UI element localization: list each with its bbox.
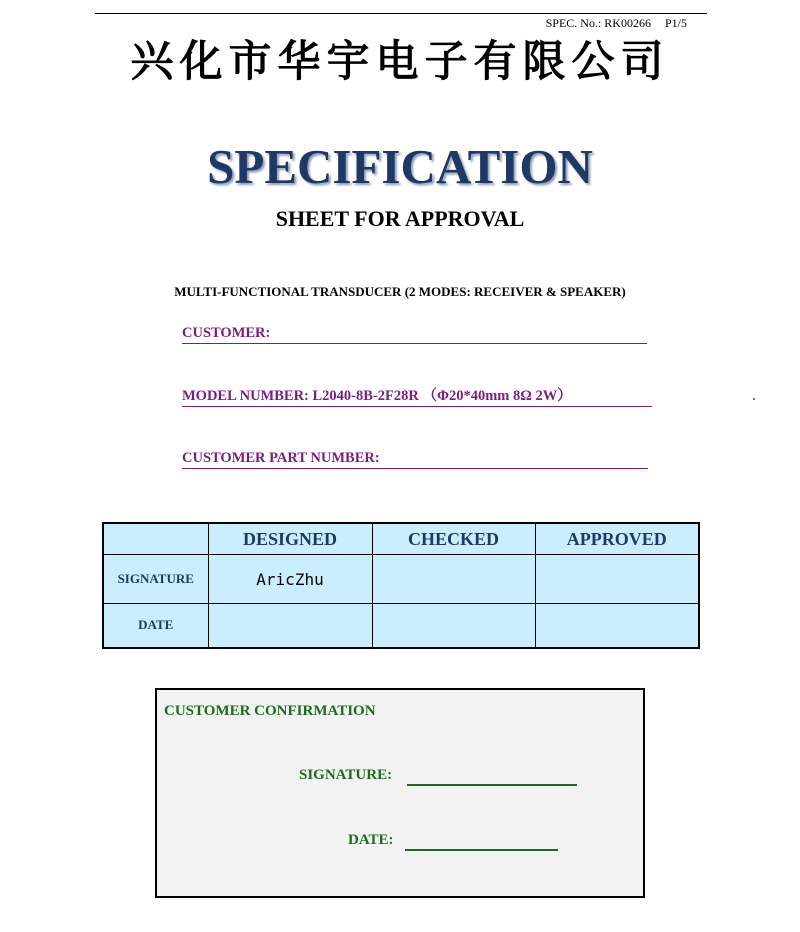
customer-confirmation-box: [155, 688, 645, 898]
page-number: P1/5: [664, 16, 687, 30]
spec-number: SPEC. No.: RK00266: [545, 16, 651, 30]
top-rule: [95, 13, 707, 14]
customer-confirmation-title: CUSTOMER CONFIRMATION: [164, 703, 376, 719]
table-header-blank: [103, 523, 208, 555]
table-row: [103, 604, 699, 648]
company-name: 兴化市华宇电子有限公司: [130, 37, 670, 87]
checked-date-cell[interactable]: [372, 604, 535, 648]
table-header-designed: DESIGNED: [208, 523, 372, 555]
row-label-signature: SIGNATURE: [103, 555, 208, 604]
product-description: MULTI-FUNCTIONAL TRANSDUCER (2 MODES: RECEIVER & SPEAKER): [174, 284, 626, 299]
spec-number-header: [546, 16, 687, 31]
designed-signature-cell[interactable]: AricZhu: [208, 555, 372, 604]
table-header-approved: APPROVED: [535, 523, 699, 555]
specification-title: SPECIFICATION: [207, 139, 593, 194]
approved-signature-cell[interactable]: [535, 555, 699, 604]
stray-dot: [753, 398, 755, 400]
sheet-for-approval-title: SHEET FOR APPROVAL: [275, 206, 525, 231]
table-header-row: [103, 523, 699, 555]
confirmation-date-label: DATE:: [348, 832, 394, 848]
row-label-date: DATE: [103, 604, 208, 648]
confirmation-date-line[interactable]: [405, 849, 558, 851]
checked-signature-cell[interactable]: [372, 555, 535, 604]
confirmation-signature-line[interactable]: [407, 784, 577, 786]
table-header-checked: CHECKED: [372, 523, 535, 555]
approved-date-cell[interactable]: [535, 604, 699, 648]
customer-part-number-field[interactable]: CUSTOMER PART NUMBER:: [182, 449, 648, 469]
model-number-field: MODEL NUMBER: L2040-8B-2F28R （Φ20*40mm 8Ω 2W）: [182, 387, 652, 407]
approval-table: [102, 522, 700, 649]
confirmation-signature-label: SIGNATURE:: [299, 767, 393, 783]
table-row: [103, 555, 699, 604]
customer-field[interactable]: CUSTOMER:: [182, 324, 647, 344]
designed-date-cell[interactable]: [208, 604, 372, 648]
